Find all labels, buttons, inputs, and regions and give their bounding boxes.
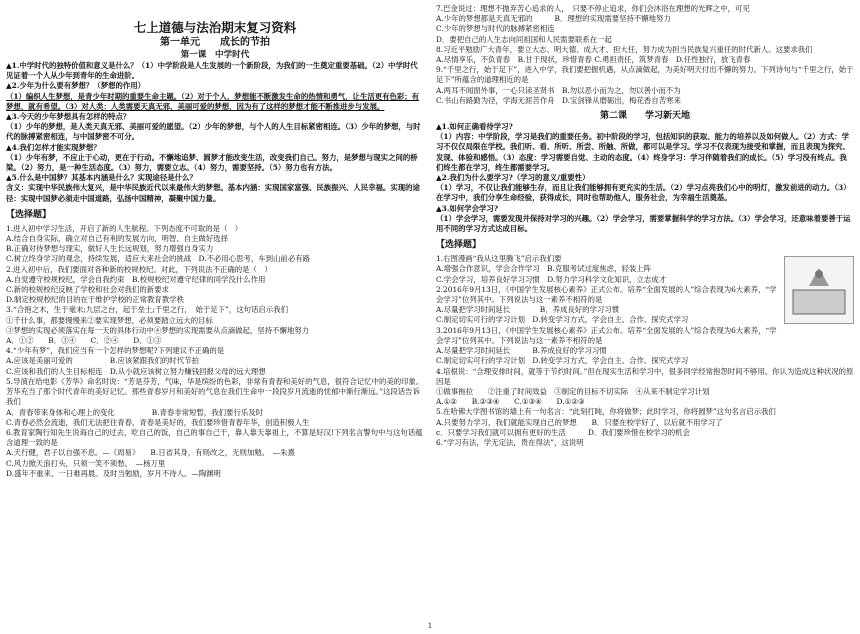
answer-3: （1）少年的梦想，是人类天真无邪、美丽可爱的愿望。（2）少年的梦想，与个人的人生目标紧密相连。（3）少年的梦想，与时代的脉搏紧密相连，与中国梦密不可分。 xyxy=(6,122,421,142)
l2-answer-1: （1）内容：中学阶段，学习是我们的重要任务。初中阶段的学习，包括知识的获取、能力的培养以及如何做人。（2）方式：学习不仅仅局限在学校。我们听、看、所听、所尝、所触、所做，都可以是学习。学习不仅表现为接受和掌握，而且表现为探究、发现、体验和感悟。（3）态度：学习需要自觉、主动的态度。（4）终身学习：学习伴随着我们的成长。（5）学习没有终点。我们终生都在学习，终生都需要学习。 xyxy=(436,132,850,172)
choice-line: C.风力掀天浪打头，只须一笑不须愁。 —杨万里 xyxy=(6,458,166,468)
question-2-head: ▲2.少年为什么要有梦想？（梦想的作用） xyxy=(6,81,146,91)
question-4-head: ▲4.我们怎样才能实现梦想？ xyxy=(6,142,101,152)
choice-line: 5.在哈佛大学图书馆的墙上有一句名言：“此刻打盹，你将做梦；此时学习，你将圆梦”这句名言启示我们 xyxy=(436,407,776,417)
choice-line: A．青春带来身体和心理上的变化 B.青春非常短暂，我们要行乐及时 xyxy=(6,407,264,417)
question-1: ▲1.中学时代的独特价值和意义是什么？（1）中学阶段是人生发展的一个新阶段，为我们的一生奠定重要基础。（2）中学时代见证着一个人从少年到青年的生命进阶。 xyxy=(6,61,418,81)
choice-line: A.两耳不闻窗外事，一心只读圣贤书 B.勿以恶小而为之，勿以善小而不为 xyxy=(436,85,681,95)
lesson2-title: 第二课 学习新天地 xyxy=(599,111,690,122)
choice-line: A.自觉遵守校规校纪，学会自我约束 B.校规校纪对遵守纪律的同学没什么作用 xyxy=(6,274,266,284)
l2-answer-3: （1）学会学习，需要发现并保持对学习的兴趣。（2）学会学习，需要掌握科学的学习方法。（3）学会学习，还意味着要善于运用不同的学习方式达成目标。 xyxy=(436,213,851,234)
l2-question-1-head: ▲1.如何正确看待学习? xyxy=(436,122,513,132)
choice-line: C.学会学习，培养良好学习习惯 D.努力学习科学文化知识，立志成才 xyxy=(436,274,667,284)
choice-line: C.少年的梦想与时代的脉搏紧密相连 xyxy=(436,24,555,34)
choice-line: A.只要努力学习，我们就能实现自己的梦想 B．只要在校学好了，以后就不用学习了 xyxy=(436,417,723,427)
choice-line: 6.“学习有法，学无定法，贵在得法”，这说明 xyxy=(436,437,584,447)
choice-line: 9.“千里之行，始于足下”，进入中学，我们要把握机遇，从点滴做起，为美好明天付出不懈的努力。下列诗句与“千里之行，始于足下”所蕴含的道理相近的是 xyxy=(436,65,854,85)
choice-line: A.少年的梦想都是天真无邪的 B．理想的实现需要坚持不懈地努力 xyxy=(436,14,671,24)
cartoon-icon xyxy=(789,262,849,318)
choice-line: ①做事拖拉 ②注重了时间效益 ③制定的目标不切实际 ④从来不制定学习计划 xyxy=(436,386,710,396)
choice-line: ①千什么事，都要慢慢来②要实现梦想，必须要踏立远大的目标 xyxy=(6,315,213,325)
choice-line: 3.“合抱之木，生于毫末;九层之台，起于垒土;千里之行， 始于足下”，这句话启示我们 xyxy=(6,305,288,315)
answer-4: （1）少年有梦，不应止于心动，更在于行动。不懈地追梦、圆梦才能改变生活，改变我们自己。努力，是梦想与现实之间的桥梁。（2）努力，是一种生活态度。（3）努力，需要立志。（4）努力，需要坚持。（5）努力也有方法。 xyxy=(6,152,418,173)
choice-line: 8.习近平勉励广大青年，要立大志、明大德、成大才、担大任，努力成为担当民族复兴重任的时代新人。这要求我们 xyxy=(436,44,813,54)
choice-line: C.青春必然会流逝，我们无法把住青春，青春是美好的，我们要珍惜青春年华，创造积极人生 xyxy=(6,417,310,427)
choice-heading-right: 【选择题】 xyxy=(436,240,482,251)
choice-line: 5.导演在给电影《芳华》命名时说：“芳是芬芳，气味，华是缤纷的色彩，非常有青春和美好的气息，很符合记忆中的美的印象。芳华充当了那个时代青年的美好记忆。那些青春岁月和美好的气息在我们生命中一段段岁月流逝的忧郁中渐行渐远。”这段话告诉我们 xyxy=(6,376,424,407)
choice-line: 7.巴金说过：理想不抛弃苦心追求的人， 只要不停止追求，你们会沐浴在理想的光辉之中，可见 xyxy=(436,4,750,13)
choice-line: 4.“少年有梦”，我们应当有一个怎样的梦想呢?下列建议不正确的是 xyxy=(6,346,225,356)
question-3-head: ▲3.今天的少年梦想具有怎样的特点？ xyxy=(6,112,131,122)
unit1-title: 第一单元 成长的节拍 xyxy=(160,37,270,48)
choice-line: A.应该是美丽可爱的 B.应该紧跟我们的时代节拍 xyxy=(6,356,199,366)
choice-heading-left: 【选择题】 xyxy=(6,209,52,220)
page-number: 1 xyxy=(427,622,433,630)
question-5-head: ▲5.什么是中国梦？其基本内涵是什么？实现途径是什么？ xyxy=(6,173,197,183)
answer-5: 含义：实现中华民族伟大复兴，是中华民族近代以来最伟大的梦想。基本内涵：实现国家富强、民族振兴、人民幸福。实现的途径：实现中国梦必须走中国道路，弘扬中国精神，凝聚中国力量。 xyxy=(6,183,420,203)
left-column xyxy=(6,4,424,479)
choice-line: D.盛年不重来，一日难再晨。及时当勉励，岁月不待人。—陶渊明 xyxy=(6,468,221,478)
choice-line: B.正确对待梦想与现实，做好人生长远规划，努力增强自身实力 xyxy=(6,244,214,254)
choice-line: 3.2016年9月13日，《中国学生发展核心素养》正式公布。培养“全面发展的人”综合表现为6大素养，“学会学习”位列其中。下列说法与这一素养不相符的是 xyxy=(436,325,777,345)
choice-line: A.尽量把学习时间延长 B．养成良好的学习习惯 xyxy=(436,305,620,315)
choice-line: A.结合自身实际，确立对自己有利的发展方向，明智、自主做好选择 xyxy=(6,234,229,244)
choice-line: C.新的校规校纪反映了学校和社会对我们的新要求 xyxy=(6,285,169,295)
choice-line: C.应该和我们的人生目标相连 D.从小就应该树立努力赚钱回报父母的远大理想 xyxy=(6,366,266,376)
choice-line: D．要把自己的人生志向同祖国和人民需要联系在一起 xyxy=(436,34,612,44)
l2-question-2-head: ▲2.我们为什么要学习?（学习的意义/重要性） xyxy=(436,173,590,183)
choice-line: 1.进入初中学习生活，开启了新的人生航程。下列态度不可取的是（ ） xyxy=(6,223,243,233)
choice-line: c．只要学习我们就可以拥有更好的生活 D．我们要珍惜在校学习的机会 xyxy=(436,427,690,437)
choice-line: 6.教育家陶行知先生说诲自己的过去，吃自己的饭，自己的事自己干，靠人靠天靠祖上，不算是好汉!下列名言警句中与这句话蕴含道理一致的是 xyxy=(6,427,423,448)
choice-line: C.制定切实可行的学习计划 D.转变学习方式，学会自主、合作、探究式学习 xyxy=(436,315,689,325)
choice-line: 1.右图漫画“我从这里腾飞”启示我们要 xyxy=(436,254,562,264)
l2-question-3-head: ▲3.如何学会学习? xyxy=(436,203,499,213)
choice-line: A.①② B.②③④ C.①③④ D.①②③ xyxy=(436,397,585,407)
choice-line: A.天行健，君子以自强不息。—《周易》 B.日省其身，有则改之，无则加勉。 —朱熹 xyxy=(6,448,295,458)
cartoon-image xyxy=(784,256,854,324)
choice-line: A．①② B．③④ C．②④ D．①③ xyxy=(6,336,162,346)
l2-answer-2: （1）学习，不仅让我们能够生存，而且让我们能够拥有更充实的生活。（2）学习点亮我们心中的明灯，激发前进的动力。（3）在学习中，我们分享生命经验，获得成长，同时也帮助他人，服务社会，为幸福生活奠基。 xyxy=(436,183,851,203)
choice-line: C.书山有路勤为径，学海无涯苦作舟 D.宝剑锋从磨砺出，梅花香自苦寒来 xyxy=(436,95,681,105)
choice-line: 4.培根说：“合理安排时间，就等于节约时间。”但在现实生活和学习中，很多同学经常抱怨时间不够用。你认为造成这种状况的原因是 xyxy=(436,366,854,386)
choice-line: 2.2016年9月13日，《中国学生发展核心素养》正式公布。培养“全面发展的人”综合表现为6大素养，“学会学习”位列其中。下列说法与这一素养不相符的是 xyxy=(436,284,777,305)
choice-line: ③梦想的实现必须落实在每一天的具体行动中④梦想的实现需要从点滴做起，坚持不懈地努力 xyxy=(6,325,310,335)
right-column xyxy=(436,4,854,448)
choice-line: C.制定切实可行的学习计划 D.转变学习方式，学会自主、合作、探究式学习 xyxy=(436,356,689,366)
document-title: 七上道德与法治期末复习资料 xyxy=(133,20,297,35)
lesson1-title: 第一课 中学时代 xyxy=(180,50,250,60)
choice-line: C.树立终身学习的观念，持续发展，适应大来社会的挑战 D.不必用心思考，车到山前必有路 xyxy=(6,254,310,264)
choice-line: A.尽情享乐，不负青春 B.甘于现状，珍惜青春 C.勇担责任，筑梦青春 D.任性独行，放飞青春 xyxy=(436,55,751,65)
choice-line: D.制定校规校纪的目的在于维护学校的正常教育教学秩 xyxy=(6,295,184,305)
choice-line: 2.进入初中后，我们要面对各种新的校规校纪。对此，下列说法不正确的是（ ） xyxy=(6,264,272,274)
choice-line: A.增强合作意识，学会合作学习 B.克服考试过度焦虑，轻装上阵 xyxy=(436,264,652,274)
choice-line: A.尽量把学习时间延长 B.养成良好的学习习惯 xyxy=(436,346,607,356)
answer-2: （1）编织人生梦想，是青少年时期的重要生命主题。（2）对于个人，梦想能不断激发生命的热情和勇气，让生活更有色彩；有梦想，就有希望。（3）对人类：人类需要天真无邪、美丽可爱的梦想，因为有了这样的梦想才能不断推进步与发展。 xyxy=(6,91,420,111)
